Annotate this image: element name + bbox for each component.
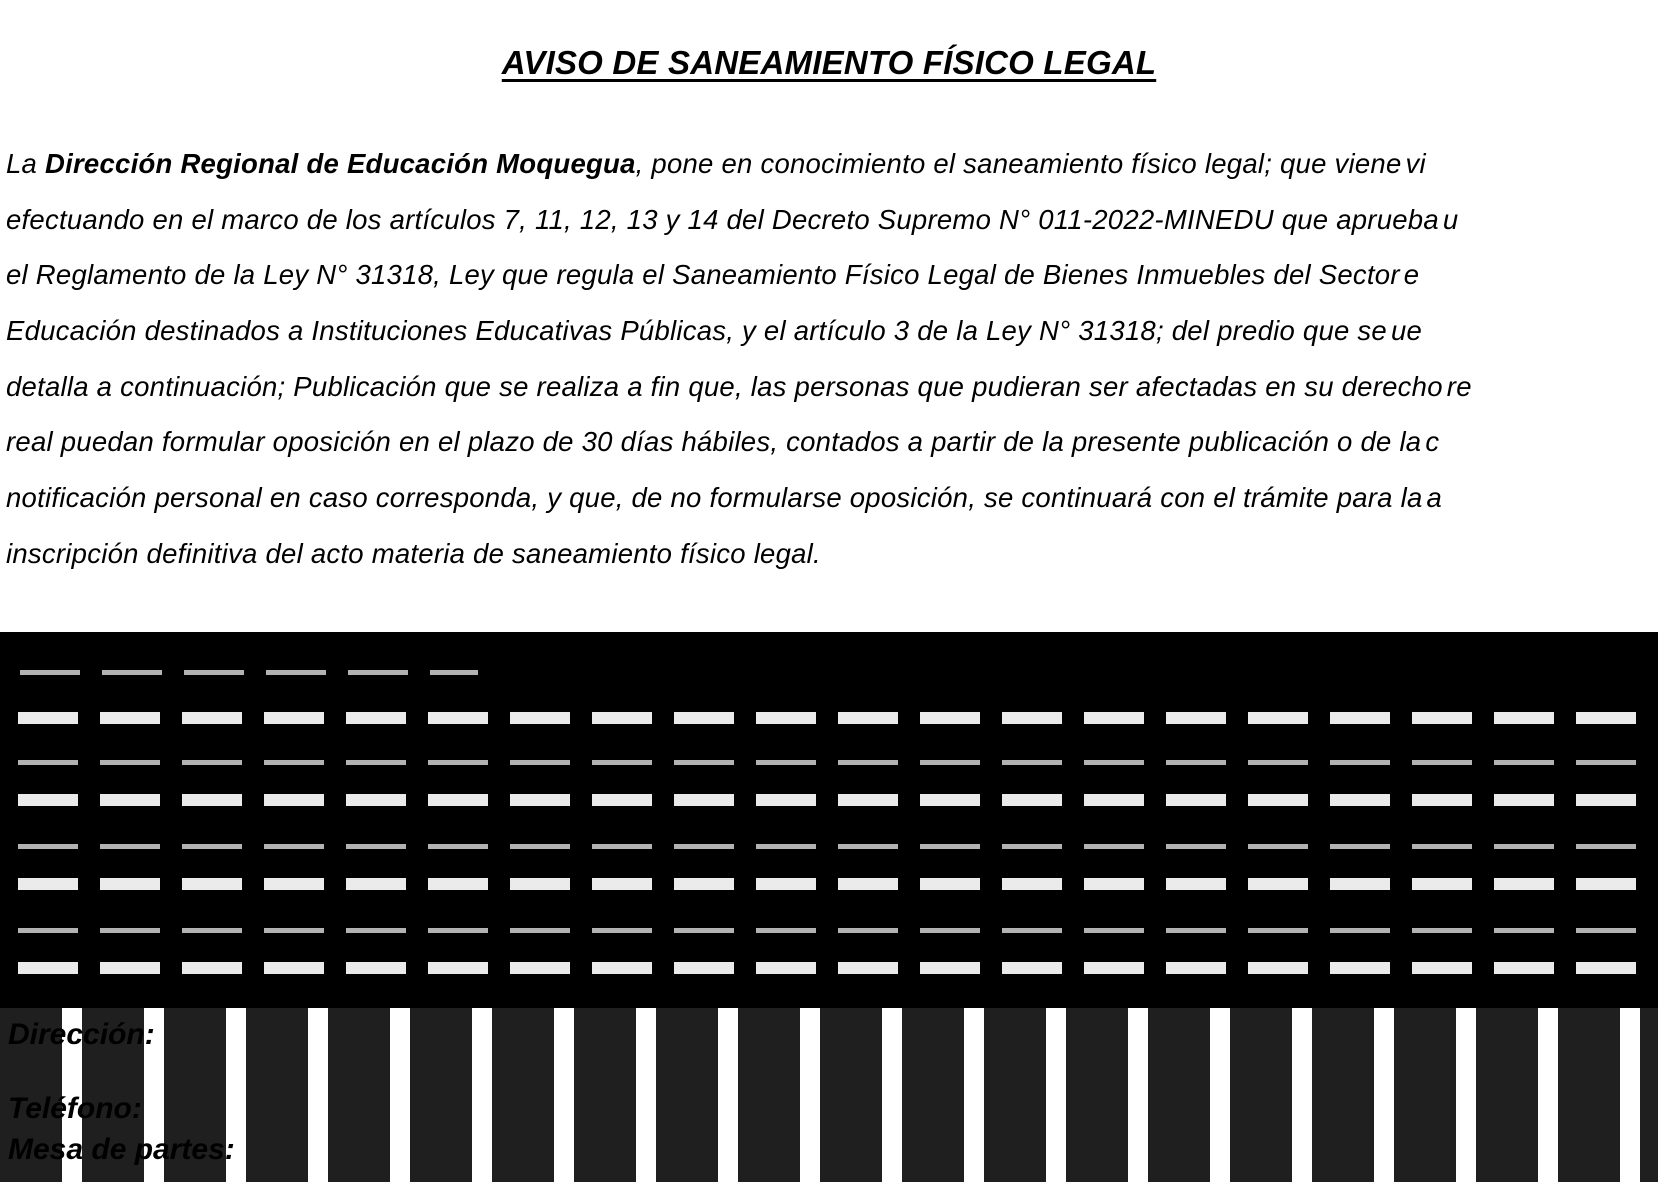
paragraph-line-1-text: , pone en conocimiento el saneamiento físico legal; que viene [635,148,1402,179]
paragraph-line-4-trail: ue [1390,315,1423,347]
redacted-row [18,760,1648,765]
footer-mesa-label: Mesa de partes: [8,1133,235,1166]
redacted-row [18,844,1648,849]
paragraph-line-2 [6,192,1658,248]
paragraph-line-7-trail: a [1426,482,1443,514]
paragraph-line-5 [6,359,1658,415]
paragraph-line-3-trail: e [1403,259,1420,291]
paragraph-line-8-text: inscripción definitiva del acto materia de saneamiento físico legal. [6,537,821,569]
redacted-row [20,670,478,675]
paragraph-line-8 [6,526,1658,582]
footer-direccion-label: Dirección: [8,1018,155,1051]
paragraph-line-7-text: notificación personal en caso corresponda, y que, de no formularse oposición, se continuará con el trámite para la [6,482,1423,514]
paragraph-line-6-trail: c [1425,426,1440,458]
paragraph-line-1-trail: vi [1405,148,1426,179]
paragraph-line-4-text: Educación destinados a Instituciones Educativas Públicas, y el artículo 3 de la Ley N° 31318; del predio que se [6,315,1387,347]
paragraph-line-3 [6,247,1658,303]
entity-name: Dirección Regional de Educación Moquegua [44,148,636,179]
paragraph-line-2-trail: u [1442,203,1459,235]
redacted-row [18,928,1648,933]
redacted-row [18,878,1648,890]
footer-telefono-label: Teléfono: [8,1092,142,1125]
redacted-row [18,712,1648,724]
notice-paragraph [6,136,1658,582]
paragraph-line-5-text: detalla a continuación; Publicación que se realiza a fin que, las personas que pudieran ser afectadas en su derecho [6,370,1443,402]
document-title: AVISO DE SANEAMIENTO FÍSICO LEGAL [501,44,1157,81]
paragraph-line-6 [6,414,1658,470]
paragraph-line-6-text: real puedan formular oposición en el plazo de 30 días hábiles, contados a partir de la presente publicación o de la [6,426,1422,458]
paragraph-line-3-text: el Reglamento de la Ley N° 31318, Ley que regula el Saneamiento Físico Legal de Bienes Inmuebles del Sector [6,259,1400,291]
paragraph-line-2-text: efectuando en el marco de los artículos 7, 11, 12, 13 y 14 del Decreto Supremo N° 011-2022-MINEDU que aprueba [6,203,1439,235]
paragraph-line-4 [6,303,1658,359]
redacted-row [18,962,1648,974]
redacted-table-block [0,632,1658,1008]
redacted-footer-block [0,1008,1658,1182]
redacted-row [18,794,1648,806]
paragraph-lead: La [6,148,45,179]
paragraph-line-7 [6,470,1658,526]
paragraph-line-5-trail: re [1446,370,1472,402]
paragraph-line-1 [6,136,1658,192]
